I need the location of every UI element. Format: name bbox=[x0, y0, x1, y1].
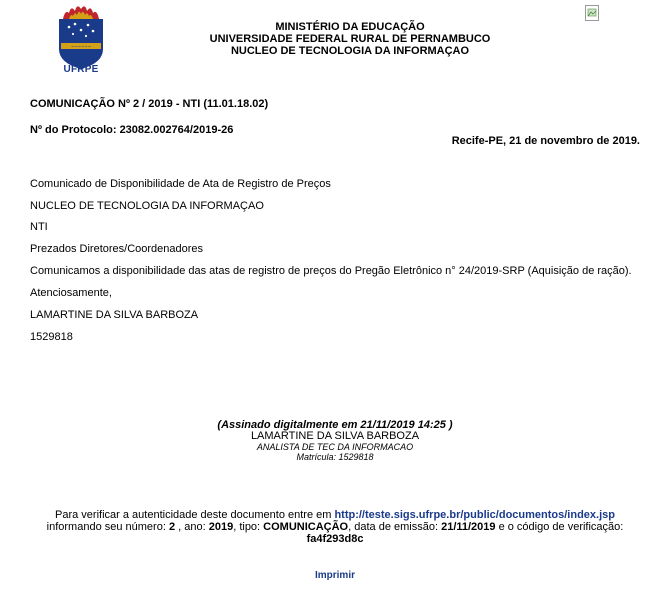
body-line-subject: Comunicado de Disponibilidade de Ata de Registro de Preços bbox=[30, 178, 331, 190]
signature-matricula: Matrícula: 1529818 bbox=[296, 452, 374, 462]
body-line-closing: Atenciosamente, bbox=[30, 287, 112, 299]
body-line-matricula: 1529818 bbox=[30, 331, 73, 343]
ufrpe-logo-text: UFRPE bbox=[63, 64, 99, 75]
verify-numero: 2 bbox=[168, 521, 176, 533]
document-date: Recife-PE, 21 de novembro de 2019. bbox=[451, 135, 640, 147]
header-universidade: UNIVERSIDADE FEDERAL RURAL DE PERNAMBUCO bbox=[209, 33, 491, 45]
protocolo-number: Nº do Protocolo: 23082.002764/2019-26 bbox=[30, 124, 234, 136]
body-line-author: LAMARTINE DA SILVA BARBOZA bbox=[30, 309, 199, 321]
svg-text:~~~~~~: ~~~~~~ bbox=[70, 44, 92, 49]
signature-role: ANALISTA DE TEC DA INFORMACAO bbox=[256, 442, 414, 452]
body-line-greeting: Prezados Diretores/Coordenadores bbox=[30, 243, 204, 255]
body-line-unit: NUCLEO DE TECNOLOGIA DA INFORMAÇAO bbox=[30, 200, 264, 212]
verify-ano: 2019 bbox=[208, 521, 234, 533]
verify-tipo: COMUNICAÇÃO bbox=[263, 521, 349, 533]
body-line-message: Comunicamos a disponibilidade das atas de registro de preços do Pregão Eletrônico n° 24/2019-SRP (Aquisição de ração). bbox=[30, 265, 632, 277]
document-header bbox=[150, 21, 550, 57]
signature-date: (Assinado digitalmente em 21/11/2019 14:25 ) bbox=[217, 419, 453, 431]
comunicacao-number: COMUNICAÇÃO Nº 2 / 2019 - NTI (11.01.18.02) bbox=[30, 98, 269, 110]
signature-name: LAMARTINE DA SILVA BARBOZA bbox=[250, 430, 420, 442]
verify-data: 21/11/2019 bbox=[441, 521, 496, 533]
verify-codigo: fa4f293d8c bbox=[306, 533, 364, 545]
body-line-unit-acronym: NTI bbox=[30, 221, 48, 233]
header-ministerio: MINISTÉRIO DA EDUCAÇÃO bbox=[275, 21, 425, 33]
print-link[interactable]: Imprimir bbox=[314, 570, 355, 581]
broken-image-icon bbox=[585, 5, 599, 21]
digital-signature bbox=[0, 419, 670, 462]
header-nucleo: NUCLEO DE TECNOLOGIA DA INFORMAÇAO bbox=[230, 45, 470, 57]
verify-link[interactable]: http://teste.sigs.ufrpe.br/public/documentos/index.jsp bbox=[334, 509, 615, 521]
verification-notice: Para verificar a autenticidade deste documento entre em http://teste.sigs.ufrpe.br/public/documentos/index.jsp informando seu número: 2 , ano: 2019, tipo: COMUNICAÇÃO, data de emissão: 21/11/2019 e o código de verificação: fa4f293d8c bbox=[46, 509, 624, 545]
verify-intro: Para verificar a autenticidade deste documento entre em bbox=[55, 509, 335, 521]
